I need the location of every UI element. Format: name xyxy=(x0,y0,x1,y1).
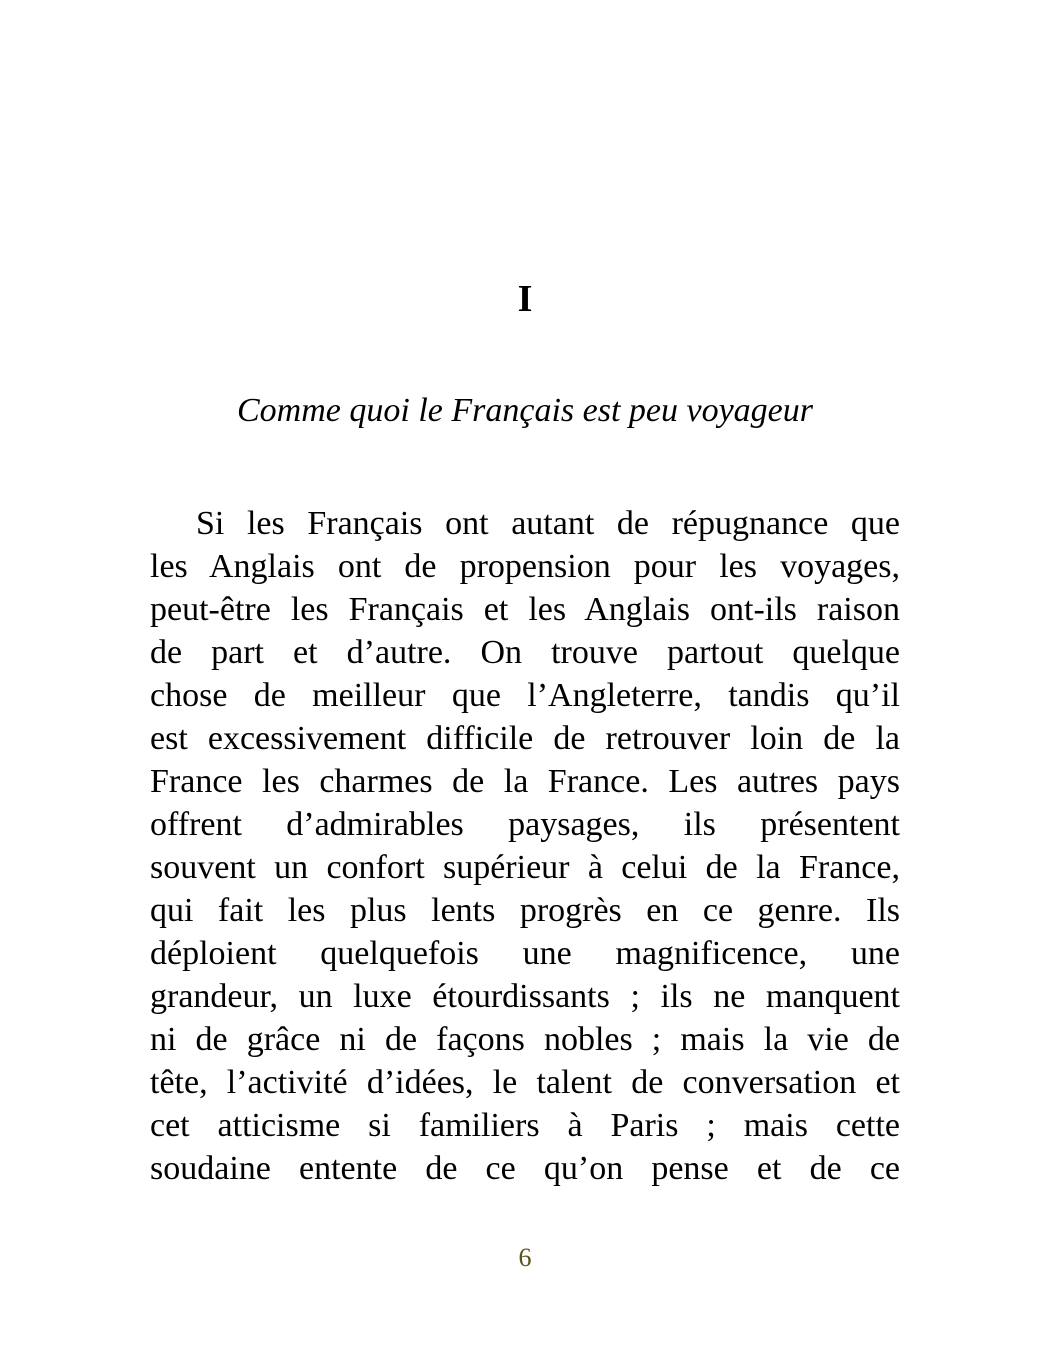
text-line: ni de grâce ni de façons nobles ; mais la vie de xyxy=(150,1021,900,1058)
text-line: Si les Français ont autant de répugnance que xyxy=(196,505,900,542)
body-paragraph xyxy=(150,502,900,1190)
page-number: 6 xyxy=(518,1243,532,1272)
text-line: France les charmes de la France. Les autres pays xyxy=(150,763,900,800)
text-line: offrent d’admirables paysages, ils présentent xyxy=(150,806,900,843)
text-line: grandeur, un luxe étourdissants ; ils ne manquent xyxy=(150,978,900,1015)
text-line: souvent un confort supérieur à celui de la France, xyxy=(150,849,900,886)
chapter-number: I xyxy=(517,278,533,320)
text-line: peut-être les Français et les Anglais ont-ils raison xyxy=(150,591,900,628)
text-line: est excessivement difficile de retrouver loin de la xyxy=(150,720,900,757)
text-line: les Anglais ont de propension pour les voyages, xyxy=(150,548,900,585)
text-line: tête, l’activité d’idées, le talent de conversation et xyxy=(150,1064,900,1101)
text-line: déploient quelquefois une magnificence, une xyxy=(150,935,900,972)
text-line: soudaine entente de ce qu’on pense et de ce xyxy=(150,1150,900,1187)
chapter-title: Comme quoi le Français est peu voyageur xyxy=(237,392,813,429)
text-line: qui fait les plus lents progrès en ce genre. Ils xyxy=(150,892,900,929)
text-line: chose de meilleur que l’Angleterre, tandis qu’il xyxy=(150,677,900,714)
text-line: cet atticisme si familiers à Paris ; mais cette xyxy=(150,1107,900,1144)
text-line: de part et d’autre. On trouve partout quelque xyxy=(150,634,900,671)
